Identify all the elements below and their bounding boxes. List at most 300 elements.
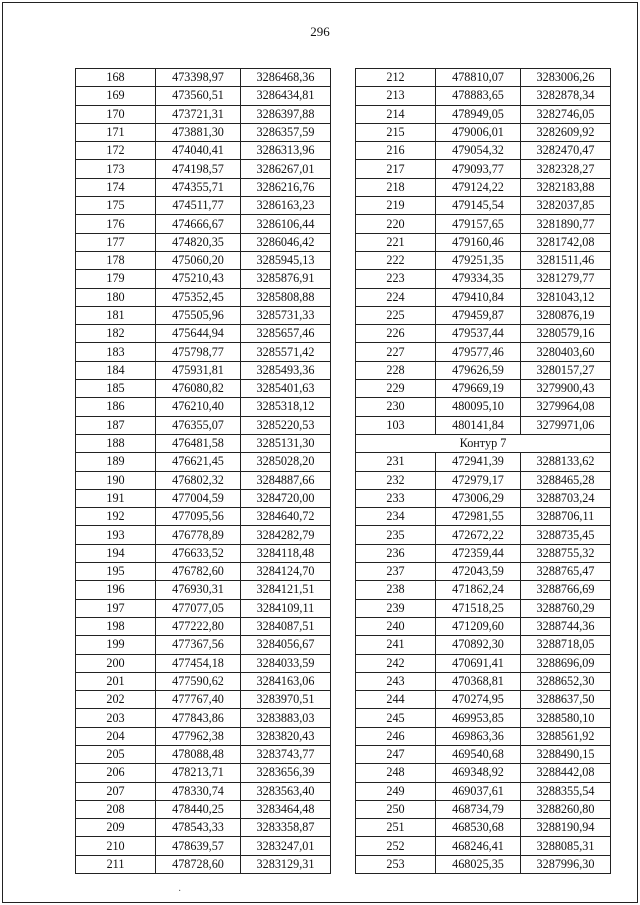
y-coordinate-cell: 3279971,06 [521, 416, 611, 434]
y-coordinate-cell: 3285028,20 [241, 453, 331, 471]
point-number-cell: 244 [356, 691, 436, 709]
x-coordinate-cell: 475060,20 [156, 251, 241, 269]
table-row [356, 563, 611, 581]
y-coordinate-cell: 3288735,45 [521, 526, 611, 544]
x-coordinate-cell: 478213,71 [156, 764, 241, 782]
table-row [356, 837, 611, 855]
x-coordinate-cell: 479160,46 [436, 233, 521, 251]
table-row [356, 87, 611, 105]
point-number-cell: 235 [356, 526, 436, 544]
page-number: 296 [310, 24, 330, 39]
y-coordinate-cell: 3284118,48 [241, 544, 331, 562]
x-coordinate-cell: 477962,38 [156, 727, 241, 745]
x-coordinate-cell: 479459,87 [436, 306, 521, 324]
point-number-cell: 237 [356, 563, 436, 581]
table-row [356, 636, 611, 654]
x-coordinate-cell: 475352,45 [156, 288, 241, 306]
table-row [76, 837, 331, 855]
table-row [76, 69, 331, 87]
point-number-cell: 211 [76, 855, 156, 873]
y-coordinate-cell: 3284887,66 [241, 471, 331, 489]
y-coordinate-cell: 3284124,70 [241, 563, 331, 581]
table-row [356, 709, 611, 727]
x-coordinate-cell: 474355,71 [156, 178, 241, 196]
footer-mark: · [178, 886, 182, 897]
y-coordinate-cell: 3283464,48 [241, 800, 331, 818]
y-coordinate-cell: 3288652,30 [521, 672, 611, 690]
table-row [76, 416, 331, 434]
point-number-cell: 236 [356, 544, 436, 562]
table-row [356, 325, 611, 343]
table-row [356, 672, 611, 690]
x-coordinate-cell: 469540,68 [436, 745, 521, 763]
point-number-cell: 214 [356, 105, 436, 123]
point-number-cell: 232 [356, 471, 436, 489]
table-row [356, 453, 611, 471]
point-number-cell: 240 [356, 617, 436, 635]
y-coordinate-cell: 3286313,96 [241, 142, 331, 160]
y-coordinate-cell: 3288718,05 [521, 636, 611, 654]
y-coordinate-cell: 3281890,77 [521, 215, 611, 233]
x-coordinate-cell: 476633,52 [156, 544, 241, 562]
y-coordinate-cell: 3284109,11 [241, 599, 331, 617]
y-coordinate-cell: 3288085,31 [521, 837, 611, 855]
point-number-cell: 174 [76, 178, 156, 196]
y-coordinate-cell: 3282328,27 [521, 160, 611, 178]
x-coordinate-cell: 468734,79 [436, 800, 521, 818]
x-coordinate-cell: 471518,25 [436, 599, 521, 617]
y-coordinate-cell: 3287996,30 [521, 855, 611, 873]
x-coordinate-cell: 472043,59 [436, 563, 521, 581]
y-coordinate-cell: 3281511,46 [521, 251, 611, 269]
table-row [356, 251, 611, 269]
point-number-cell: 243 [356, 672, 436, 690]
table-row [356, 727, 611, 745]
table-row [76, 288, 331, 306]
x-coordinate-cell: 478728,60 [156, 855, 241, 873]
table-row [76, 233, 331, 251]
x-coordinate-cell: 470892,30 [436, 636, 521, 654]
y-coordinate-cell: 3285808,88 [241, 288, 331, 306]
table-row [76, 178, 331, 196]
point-number-cell: 233 [356, 489, 436, 507]
point-number-cell: 210 [76, 837, 156, 855]
table-row [76, 508, 331, 526]
point-number-cell: 168 [76, 69, 156, 87]
x-coordinate-cell: 478543,33 [156, 819, 241, 837]
x-coordinate-cell: 479251,35 [436, 251, 521, 269]
y-coordinate-cell: 3283743,77 [241, 745, 331, 763]
y-coordinate-cell: 3288260,80 [521, 800, 611, 818]
x-coordinate-cell: 477767,40 [156, 691, 241, 709]
y-coordinate-cell: 3279900,43 [521, 380, 611, 398]
table-row [76, 727, 331, 745]
x-coordinate-cell: 470691,41 [436, 654, 521, 672]
point-number-cell: 176 [76, 215, 156, 233]
x-coordinate-cell: 478330,74 [156, 782, 241, 800]
x-coordinate-cell: 470368,81 [436, 672, 521, 690]
point-number-cell: 247 [356, 745, 436, 763]
table-row [356, 123, 611, 141]
y-coordinate-cell: 3283358,87 [241, 819, 331, 837]
point-number-cell: 178 [76, 251, 156, 269]
x-coordinate-cell: 475210,43 [156, 270, 241, 288]
y-coordinate-cell: 3285876,91 [241, 270, 331, 288]
y-coordinate-cell: 3283247,01 [241, 837, 331, 855]
point-number-cell: 181 [76, 306, 156, 324]
point-number-cell: 177 [76, 233, 156, 251]
point-number-cell: 209 [76, 819, 156, 837]
y-coordinate-cell: 3286267,01 [241, 160, 331, 178]
x-coordinate-cell: 479145,54 [436, 197, 521, 215]
point-number-cell: 207 [76, 782, 156, 800]
x-coordinate-cell: 468025,35 [436, 855, 521, 873]
y-coordinate-cell: 3281742,08 [521, 233, 611, 251]
point-number-cell: 180 [76, 288, 156, 306]
x-coordinate-cell: 479124,22 [436, 178, 521, 196]
point-number-cell: 194 [76, 544, 156, 562]
x-coordinate-cell: 473721,31 [156, 105, 241, 123]
x-coordinate-cell: 474820,35 [156, 233, 241, 251]
point-number-cell: 170 [76, 105, 156, 123]
x-coordinate-cell: 470274,95 [436, 691, 521, 709]
y-coordinate-cell: 3284033,59 [241, 654, 331, 672]
table-row [76, 160, 331, 178]
x-coordinate-cell: 477454,18 [156, 654, 241, 672]
table-row [356, 288, 611, 306]
y-coordinate-cell: 3286163,23 [241, 197, 331, 215]
table-row [76, 325, 331, 343]
y-coordinate-cell: 3282746,05 [521, 105, 611, 123]
coordinates-table-right [355, 68, 611, 874]
x-coordinate-cell: 476782,60 [156, 563, 241, 581]
table-row [356, 343, 611, 361]
point-number-cell: 199 [76, 636, 156, 654]
contour-label: Контур 7 [356, 434, 611, 452]
y-coordinate-cell: 3279964,08 [521, 398, 611, 416]
table-row [76, 270, 331, 288]
y-coordinate-cell: 3288765,47 [521, 563, 611, 581]
x-coordinate-cell: 476210,40 [156, 398, 241, 416]
table-row [76, 398, 331, 416]
table-row [76, 489, 331, 507]
x-coordinate-cell: 479577,46 [436, 343, 521, 361]
point-number-cell: 238 [356, 581, 436, 599]
table-row [356, 745, 611, 763]
x-coordinate-cell: 477222,80 [156, 617, 241, 635]
point-number-cell: 198 [76, 617, 156, 635]
x-coordinate-cell: 475931,81 [156, 361, 241, 379]
table-row [76, 617, 331, 635]
table-row [356, 617, 611, 635]
y-coordinate-cell: 3283006,26 [521, 69, 611, 87]
y-coordinate-cell: 3285571,42 [241, 343, 331, 361]
table-row [76, 599, 331, 617]
point-number-cell: 201 [76, 672, 156, 690]
point-number-cell: 185 [76, 380, 156, 398]
y-coordinate-cell: 3282878,34 [521, 87, 611, 105]
x-coordinate-cell: 479410,84 [436, 288, 521, 306]
point-number-cell: 196 [76, 581, 156, 599]
x-coordinate-cell: 472981,55 [436, 508, 521, 526]
table-row [76, 709, 331, 727]
table-row [356, 599, 611, 617]
point-number-cell: 205 [76, 745, 156, 763]
x-coordinate-cell: 473881,30 [156, 123, 241, 141]
y-coordinate-cell: 3288755,32 [521, 544, 611, 562]
y-coordinate-cell: 3282183,88 [521, 178, 611, 196]
x-coordinate-cell: 472672,22 [436, 526, 521, 544]
y-coordinate-cell: 3283883,03 [241, 709, 331, 727]
x-coordinate-cell: 477004,59 [156, 489, 241, 507]
point-number-cell: 253 [356, 855, 436, 873]
y-coordinate-cell: 3284056,67 [241, 636, 331, 654]
table-row [356, 691, 611, 709]
table-row [356, 197, 611, 215]
table-row [356, 764, 611, 782]
y-coordinate-cell: 3286468,36 [241, 69, 331, 87]
table-row [356, 855, 611, 873]
y-coordinate-cell: 3285731,33 [241, 306, 331, 324]
y-coordinate-cell: 3286397,88 [241, 105, 331, 123]
point-number-cell: 220 [356, 215, 436, 233]
y-coordinate-cell: 3288760,29 [521, 599, 611, 617]
y-coordinate-cell: 3288355,54 [521, 782, 611, 800]
point-number-cell: 231 [356, 453, 436, 471]
table-row [356, 380, 611, 398]
x-coordinate-cell: 473560,51 [156, 87, 241, 105]
x-coordinate-cell: 479669,19 [436, 380, 521, 398]
x-coordinate-cell: 479093,77 [436, 160, 521, 178]
x-coordinate-cell: 476778,89 [156, 526, 241, 544]
x-coordinate-cell: 480141,84 [436, 416, 521, 434]
x-coordinate-cell: 479626,59 [436, 361, 521, 379]
table-row [356, 782, 611, 800]
table-row [356, 398, 611, 416]
point-number-cell: 223 [356, 270, 436, 288]
y-coordinate-cell: 3285220,53 [241, 416, 331, 434]
table-row [356, 215, 611, 233]
point-number-cell: 224 [356, 288, 436, 306]
x-coordinate-cell: 471209,60 [436, 617, 521, 635]
x-coordinate-cell: 469037,61 [436, 782, 521, 800]
y-coordinate-cell: 3283563,40 [241, 782, 331, 800]
x-coordinate-cell: 469953,85 [436, 709, 521, 727]
point-number-cell: 204 [76, 727, 156, 745]
table-row [356, 544, 611, 562]
table-row [76, 855, 331, 873]
table-row [356, 508, 611, 526]
table-row [356, 142, 611, 160]
x-coordinate-cell: 479537,44 [436, 325, 521, 343]
point-number-cell: 219 [356, 197, 436, 215]
table-row [76, 142, 331, 160]
x-coordinate-cell: 468246,41 [436, 837, 521, 855]
table-row [76, 251, 331, 269]
table-row [356, 416, 611, 434]
table-row [356, 526, 611, 544]
table-row [356, 819, 611, 837]
point-number-cell: 202 [76, 691, 156, 709]
point-number-cell: 172 [76, 142, 156, 160]
point-number-cell: 217 [356, 160, 436, 178]
coordinates-table-left [75, 68, 331, 874]
x-coordinate-cell: 475505,96 [156, 306, 241, 324]
point-number-cell: 179 [76, 270, 156, 288]
table-row [76, 745, 331, 763]
y-coordinate-cell: 3288580,10 [521, 709, 611, 727]
y-coordinate-cell: 3285945,13 [241, 251, 331, 269]
x-coordinate-cell: 477095,56 [156, 508, 241, 526]
x-coordinate-cell: 473398,97 [156, 69, 241, 87]
x-coordinate-cell: 477077,05 [156, 599, 241, 617]
point-number-cell: 239 [356, 599, 436, 617]
table-row [356, 178, 611, 196]
point-number-cell: 197 [76, 599, 156, 617]
table-row [76, 306, 331, 324]
point-number-cell: 221 [356, 233, 436, 251]
x-coordinate-cell: 476080,82 [156, 380, 241, 398]
x-coordinate-cell: 478949,05 [436, 105, 521, 123]
y-coordinate-cell: 3280157,27 [521, 361, 611, 379]
y-coordinate-cell: 3280403,60 [521, 343, 611, 361]
table-row [76, 819, 331, 837]
x-coordinate-cell: 474511,77 [156, 197, 241, 215]
table-row [76, 581, 331, 599]
table-row [76, 123, 331, 141]
point-number-cell: 191 [76, 489, 156, 507]
table-row [356, 306, 611, 324]
x-coordinate-cell: 472979,17 [436, 471, 521, 489]
y-coordinate-cell: 3285318,12 [241, 398, 331, 416]
y-coordinate-cell: 3288766,69 [521, 581, 611, 599]
y-coordinate-cell: 3288744,36 [521, 617, 611, 635]
x-coordinate-cell: 476802,32 [156, 471, 241, 489]
x-coordinate-cell: 475644,94 [156, 325, 241, 343]
point-number-cell: 193 [76, 526, 156, 544]
point-number-cell: 208 [76, 800, 156, 818]
y-coordinate-cell: 3283820,43 [241, 727, 331, 745]
y-coordinate-cell: 3288706,11 [521, 508, 611, 526]
y-coordinate-cell: 3285131,30 [241, 434, 331, 452]
x-coordinate-cell: 476481,58 [156, 434, 241, 452]
y-coordinate-cell: 3284720,00 [241, 489, 331, 507]
y-coordinate-cell: 3288133,62 [521, 453, 611, 471]
y-coordinate-cell: 3288442,08 [521, 764, 611, 782]
table-row [356, 361, 611, 379]
x-coordinate-cell: 475798,77 [156, 343, 241, 361]
y-coordinate-cell: 3288637,50 [521, 691, 611, 709]
table-row [356, 233, 611, 251]
table-row [356, 471, 611, 489]
y-coordinate-cell: 3284163,06 [241, 672, 331, 690]
table-row [76, 654, 331, 672]
point-number-cell: 212 [356, 69, 436, 87]
x-coordinate-cell: 468530,68 [436, 819, 521, 837]
point-number-cell: 226 [356, 325, 436, 343]
table-row [76, 764, 331, 782]
table-row [76, 105, 331, 123]
x-coordinate-cell: 478088,48 [156, 745, 241, 763]
x-coordinate-cell: 479334,35 [436, 270, 521, 288]
y-coordinate-cell: 3283656,39 [241, 764, 331, 782]
table-row [76, 544, 331, 562]
y-coordinate-cell: 3284640,72 [241, 508, 331, 526]
point-number-cell: 229 [356, 380, 436, 398]
x-coordinate-cell: 478883,65 [436, 87, 521, 105]
point-number-cell: 175 [76, 197, 156, 215]
table-row [356, 800, 611, 818]
y-coordinate-cell: 3288490,15 [521, 745, 611, 763]
y-coordinate-cell: 3285493,36 [241, 361, 331, 379]
y-coordinate-cell: 3281043,12 [521, 288, 611, 306]
table-row [356, 489, 611, 507]
point-number-cell: 218 [356, 178, 436, 196]
point-number-cell: 183 [76, 343, 156, 361]
table-row [76, 215, 331, 233]
x-coordinate-cell: 474666,67 [156, 215, 241, 233]
point-number-cell: 188 [76, 434, 156, 452]
table-row [76, 691, 331, 709]
point-number-cell: 171 [76, 123, 156, 141]
x-coordinate-cell: 472941,39 [436, 453, 521, 471]
point-number-cell: 213 [356, 87, 436, 105]
table-row [76, 800, 331, 818]
point-number-cell: 103 [356, 416, 436, 434]
x-coordinate-cell: 472359,44 [436, 544, 521, 562]
x-coordinate-cell: 480095,10 [436, 398, 521, 416]
point-number-cell: 200 [76, 654, 156, 672]
point-number-cell: 216 [356, 142, 436, 160]
table-row [356, 654, 611, 672]
y-coordinate-cell: 3286216,76 [241, 178, 331, 196]
y-coordinate-cell: 3284087,51 [241, 617, 331, 635]
y-coordinate-cell: 3280579,16 [521, 325, 611, 343]
point-number-cell: 215 [356, 123, 436, 141]
point-number-cell: 173 [76, 160, 156, 178]
x-coordinate-cell: 478810,07 [436, 69, 521, 87]
y-coordinate-cell: 3288561,92 [521, 727, 611, 745]
table-row [76, 361, 331, 379]
contour-header-row [356, 434, 611, 452]
point-number-cell: 169 [76, 87, 156, 105]
y-coordinate-cell: 3282037,85 [521, 197, 611, 215]
table-row [356, 581, 611, 599]
y-coordinate-cell: 3280876,19 [521, 306, 611, 324]
y-coordinate-cell: 3285657,46 [241, 325, 331, 343]
point-number-cell: 184 [76, 361, 156, 379]
table-row [356, 69, 611, 87]
x-coordinate-cell: 477590,62 [156, 672, 241, 690]
x-coordinate-cell: 474198,57 [156, 160, 241, 178]
table-row [76, 343, 331, 361]
point-number-cell: 242 [356, 654, 436, 672]
table-row [76, 563, 331, 581]
y-coordinate-cell: 3288703,24 [521, 489, 611, 507]
x-coordinate-cell: 474040,41 [156, 142, 241, 160]
x-coordinate-cell: 469348,92 [436, 764, 521, 782]
point-number-cell: 195 [76, 563, 156, 581]
point-number-cell: 252 [356, 837, 436, 855]
y-coordinate-cell: 3282470,47 [521, 142, 611, 160]
point-number-cell: 192 [76, 508, 156, 526]
x-coordinate-cell: 476930,31 [156, 581, 241, 599]
point-number-cell: 249 [356, 782, 436, 800]
point-number-cell: 248 [356, 764, 436, 782]
y-coordinate-cell: 3288696,09 [521, 654, 611, 672]
point-number-cell: 234 [356, 508, 436, 526]
table-row [356, 105, 611, 123]
